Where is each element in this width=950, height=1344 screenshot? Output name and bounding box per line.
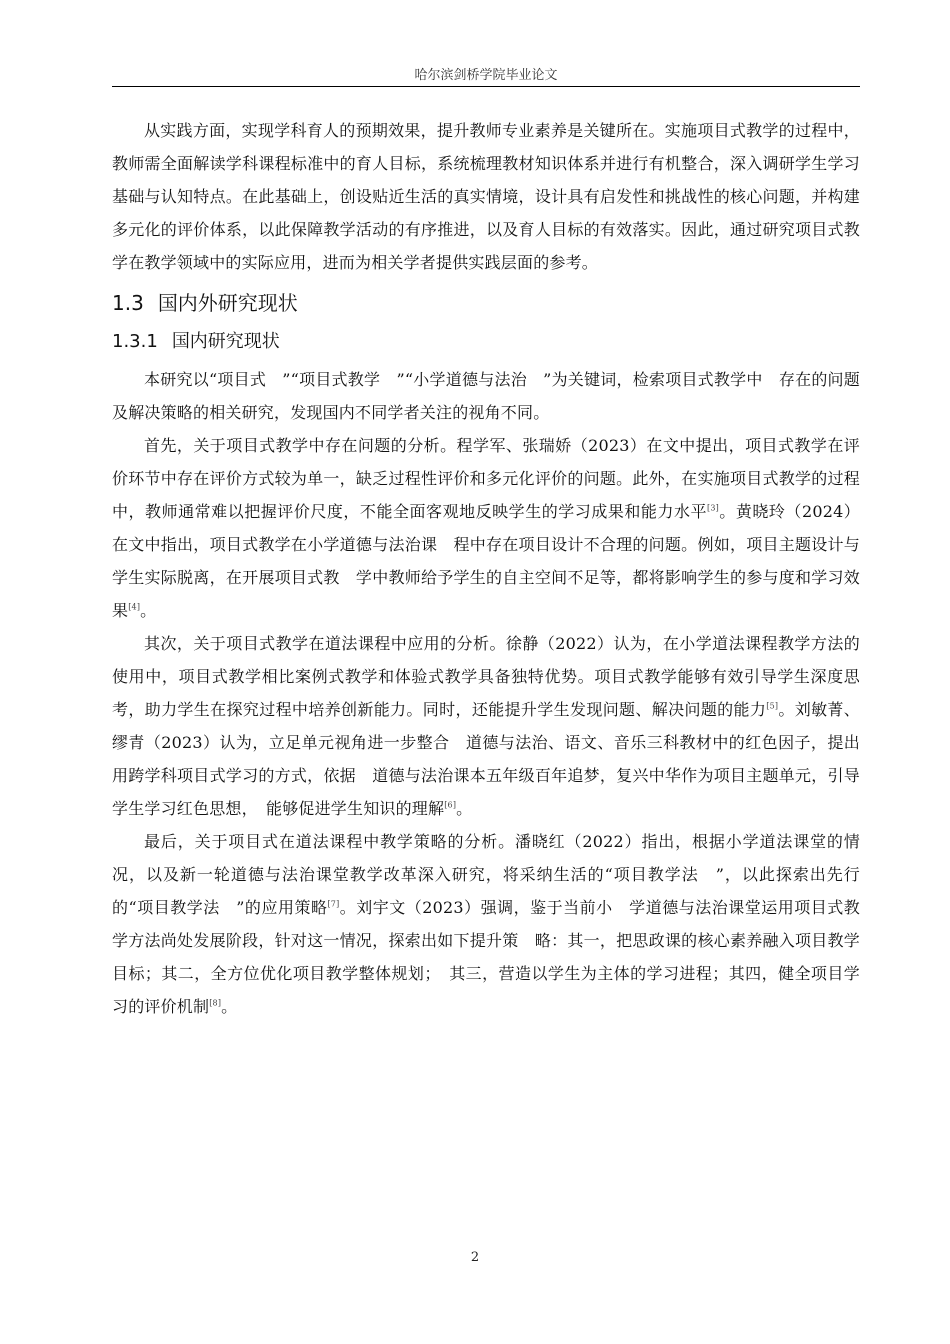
page-header: 哈尔滨剑桥学院毕业论文 — [414, 68, 558, 83]
paragraph-strategies — [112, 825, 860, 1023]
citation-ref: [6] — [444, 800, 457, 810]
paragraph-text: 。 — [456, 799, 473, 818]
paragraph-text: 。刘敏菁、缪青（2023）认为，立足单元视角进一步整合 道德与法治、语文、音乐三科教材中的红色因子，提出用跨学科项目式学习的方式，依据 道德与法治课本五年级百年追梦，复兴中华作为项目主题单元，引导学生学习红色思想， 能够促进学生知识的理解 — [112, 700, 860, 818]
paragraph-text: 。黄晓玲（2024）在文中指出，项目式教学在小学道德与法治课 程中存在项目设计不合理的问题。例如，项目主题设计与学生实际脱离，在开展项目式教 学中教师给予学生的自主空间不足等，都将影响学生的参与度和学习效果 — [112, 502, 860, 620]
citation-ref: [5] — [766, 701, 779, 711]
paragraph-text: 。 — [140, 601, 157, 620]
paragraph-problems — [112, 429, 860, 627]
subsection-heading-1-3-1 — [112, 329, 860, 355]
citation-ref: [7] — [327, 899, 340, 909]
citation-ref: [3] — [707, 503, 719, 513]
subsection-title: 国内研究现状 — [171, 331, 280, 352]
page-body — [112, 114, 860, 1023]
paragraph-application — [112, 627, 860, 825]
paragraph-text: 首先，关于项目式教学中存在问题的分析。程学军、张瑞娇（2023）在文中提出，项目式教学在评价环节中存在评价方式较为单一，缺乏过程性评价和多元化评价的问题。此外，在实施项目式教学的过程中，教师通常难以把握评价尺度，不能全面客观地反映学生的学习成果和能力水平 — [112, 436, 860, 521]
citation-ref: [4] — [128, 602, 141, 612]
paragraph-text: 其次，关于项目式教学在道法课程中应用的分析。徐静（2022）认为，在小学道法课程教学方法的使用中，项目式教学相比案例式教学和体验式教学具备独特优势。项目式教学能够有效引导学生深度思考，助力学生在探究过程中培养创新能力。同时，还能提升学生发现问题、解决问题的能力 — [112, 634, 860, 719]
paragraph-text: 最后，关于项目式在道法课程中教学策略的分析。潘晓红（2022）指出，根据小学道法课堂的情况，以及新一轮道德与法治课堂教学改革深入研究，将采纳生活的“项目教学法 ”，以此探索出先行的“项目教学法 ”的应用策略 — [112, 832, 860, 917]
page-number: 2 — [470, 1250, 480, 1265]
paragraph-practice: 从实践方面，实现学科育人的预期效果，提升教师专业素养是关键所在。实施项目式教学的过程中，教师需全面解读学科课程标准中的育人目标，系统梳理教材知识体系并进行有机整合，深入调研学生学习基础与认知特点。在此基础上，创设贴近生活的真实情境，设计具有启发性和挑战性的核心问题，并构建多元化的评价体系，以此保障教学活动的有序推进，以及育人目标的有效落实。因此，通过研究项目式教学在教学领域中的实际应用，进而为相关学者提供实践层面的参考。 — [112, 121, 860, 272]
header-rule — [112, 86, 860, 87]
paragraph-text: 。 — [221, 997, 238, 1016]
paragraph-keywords: 本研究以“项目式 ”“项目式教学 ”“小学道德与法治 ”为关键词，检索项目式教学中 存在的问题及解决策略的相关研究，发现国内不同学者关注的视角不同。 — [112, 370, 860, 422]
section-number: 1.3 — [112, 291, 144, 315]
citation-ref: [8] — [209, 998, 222, 1008]
section-title: 国内外研究现状 — [157, 291, 298, 315]
subsection-number: 1.3.1 — [112, 331, 158, 352]
section-heading-1-3 — [112, 289, 860, 317]
paragraph-text: 。刘宇文（2023）强调，鉴于当前小 学道德与法治课堂运用项目式教学方法尚处发展阶段，针对这一情况，探索出如下提升策 略：其一，把思政课的核心素养融入项目教学目标；其二，全方位优化项目教学整体规划； 其三，营造以学生为主体的学习进程；其四，健全项目学习的评价机制 — [112, 898, 860, 1016]
